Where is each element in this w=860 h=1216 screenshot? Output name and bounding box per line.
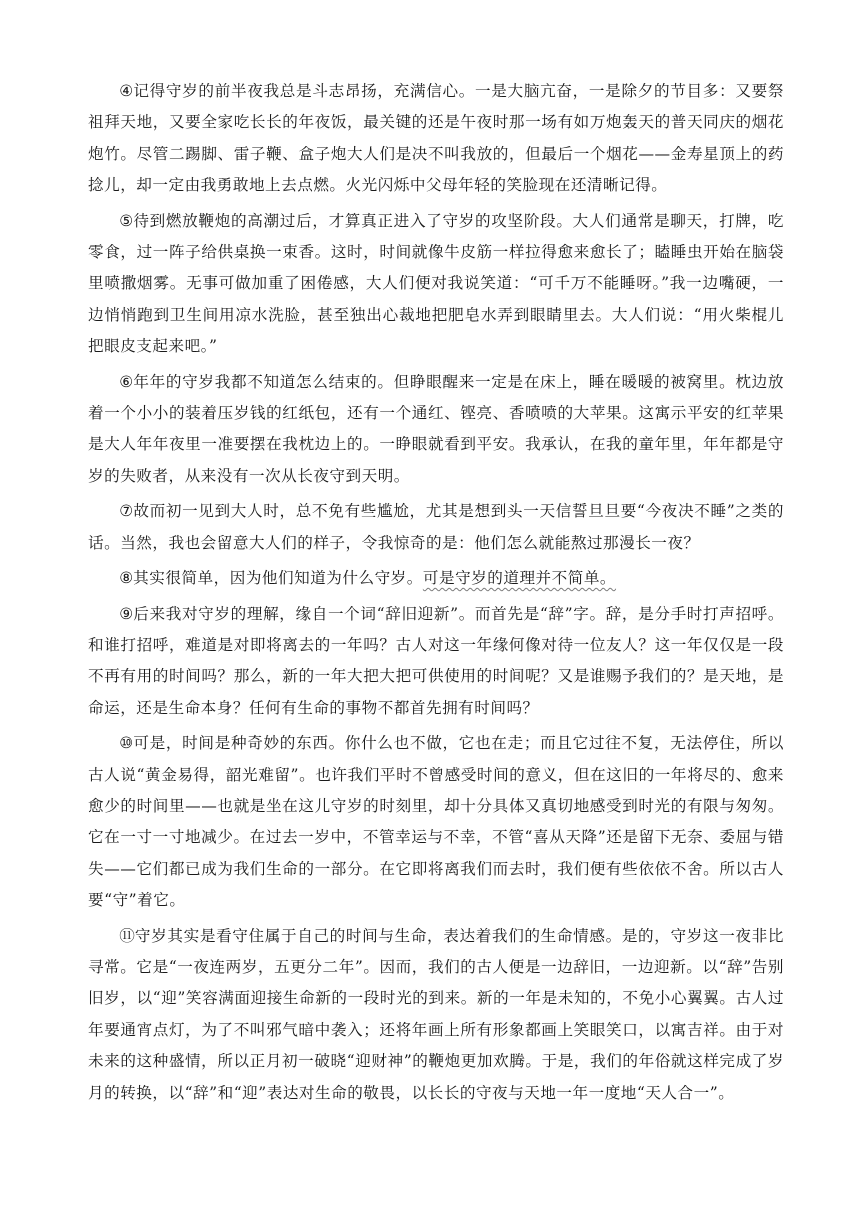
paragraph-10 <box>88 728 784 916</box>
paragraph-9 <box>88 599 784 725</box>
paragraph-number: ⑦ <box>119 502 134 521</box>
paragraph-text: 年年的守岁我都不知道怎么结束的。但睁眼醒来一定是在床上，睡在暖暖的被窝里。枕边放着一个小小的装着压岁钱的红纸包，还有一个通红、铿亮、香喷喷的大苹果。这寓示平安的红苹果是大人年年夜里一准要摆在我枕边上的。一睁眼就看到平安。我承认，在我的童年里，年年都是守岁的失败者，从来没有一次从长夜守到天明。 <box>88 372 784 485</box>
paragraph-4 <box>88 76 784 202</box>
paragraph-text: 守岁其实是看守住属于自己的时间与生命，表达着我们的生命情感。是的，守岁这一夜非比寻常。它是“一夜连两岁，五更分二年”。因而，我们的古人便是一边辞旧，一边迎新。以“辞”告别旧岁，以“迎”笑容满面迎接生命新的一段时光的到来。新的一年是未知的，不免小心翼翼。古人过年要通宵点灯，为了不叫邪气暗中袭入；还将年画上所有形象都画上笑眼笑口，以寓吉祥。由于对未来的这种盛情，所以正月初一破晓“迎财神”的鞭炮更加欢腾。于是，我们的年俗就这样完成了岁月的转换，以“辞”和“迎”表达对生命的敬畏，以长长的守夜与天地一年一度地“天人合一”。 <box>88 926 784 1102</box>
paragraph-text: 记得守岁的前半夜我总是斗志昂扬，充满信心。一是大脑亢奋，一是除夕的节目多：又要祭祖拜天地，又要全家吃长长的年夜饭，最关键的还是午夜时那一场有如万炮轰天的普天同庆的烟花炮竹。尽管二踢脚、雷子鞭、盒子炮大人们是决不叫我放的，但最后一个烟花——金寿星顶上的药捻儿，却一定由我勇敢地上去点燃。火光闪烁中父母年轻的笑脸现在还清晰记得。 <box>88 82 784 195</box>
paragraph-6 <box>88 367 784 493</box>
paragraph-text: 故而初一见到大人时，总不免有些尴尬，尤其是想到头一天信誓旦旦要“今夜决不睡”之类的话。当然，我也会留意大人们的样子，令我惊奇的是：他们怎么就能熬过那漫长一夜？ <box>88 502 784 552</box>
paragraph-number: ⑩ <box>119 734 134 753</box>
paragraph-number: ④ <box>119 82 134 100</box>
paragraph-11 <box>88 921 784 1109</box>
paragraph-number: ⑤ <box>119 211 134 230</box>
paragraph-number: ⑨ <box>119 604 134 623</box>
paragraph-text: 后来我对守岁的理解，缘自一个词“辞旧迎新”。而首先是“辞”字。辞，是分手时打声招呼。和谁打招呼，难道是对即将离去的一年吗？古人对这一年缘何像对待一位友人？这一年仅仅是一段不再有用的时间吗？那么，新的一年大把大把可供使用的时间呢？又是谁赐予我们的？是天地，是命运，还是生命本身？任何有生命的事物不都首先拥有时间吗？ <box>88 604 784 717</box>
paragraph-8 <box>88 563 784 594</box>
paragraph-number: ⑪ <box>119 926 135 945</box>
essay-body <box>88 76 784 1113</box>
wavy-underlined-sentence: 可是守岁的道理并不简单。 <box>422 569 617 588</box>
paragraph-number: ⑥ <box>119 372 134 391</box>
paragraph-text: 待到燃放鞭炮的高潮过后，才算真正进入了守岁的攻坚阶段。大人们通常是聊天，打牌，吃零食，过一阵子给供桌换一束香。这时，时间就像牛皮筋一样拉得愈来愈长了；瞌睡虫开始在脑袋里喷撒烟雾。无事可做加重了困倦感，大人们便对我说笑道：“可千万不能睡呀。”我一边嘴硬，一边悄悄跑到卫生间用凉水洗脸，甚至独出心裁地把肥皂水弄到眼睛里去。大人们说：“用火柴棍儿把眼皮支起来吧。” <box>88 211 784 356</box>
paragraph-text: 其实很简单，因为他们知道为什么守岁。 <box>133 569 423 588</box>
paragraph-5 <box>88 206 784 363</box>
paragraph-number: ⑧ <box>119 569 134 588</box>
paragraph-text: 可是，时间是种奇妙的东西。你什么也不做，它也在走；而且它过往不复，无法停住，所以古人说“黄金易得，韶光难留”。也许我们平时不曾感受时间的意义，但在这旧的一年将尽的、愈来愈少的时间里——也就是坐在这儿守岁的时刻里，却十分具体又真切地感受到时光的有限与匆匆。它在一寸一寸地减少。在过去一岁中，不管幸运与不幸，不管“喜从天降”还是留下无奈、委屈与错失——它们都已成为我们生命的一部分。在它即将离我们而去时，我们便有些依依不舍。所以古人要“守”着它。 <box>88 734 784 910</box>
paragraph-7 <box>88 496 784 559</box>
